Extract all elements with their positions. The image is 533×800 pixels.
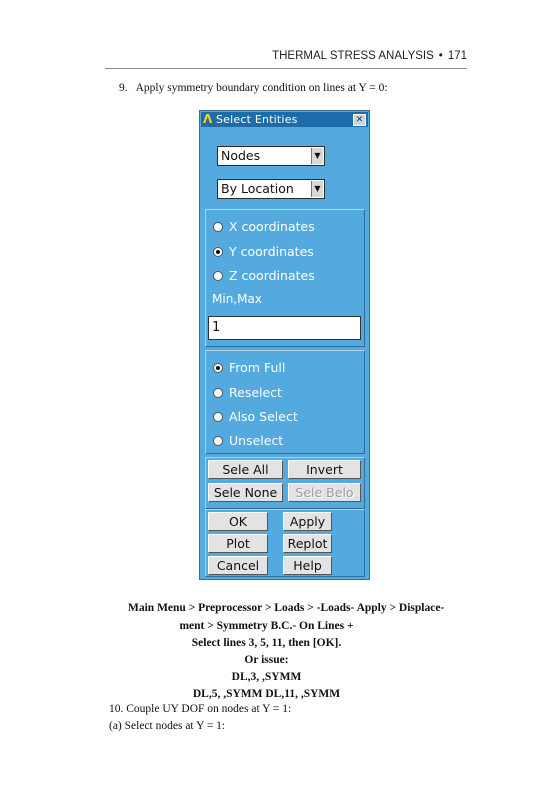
radio-label: Reselect xyxy=(229,385,282,400)
step-text: Apply symmetry boundary condition on lines at Y = 0: xyxy=(135,82,388,94)
running-title: THERMAL STRESS ANALYSIS xyxy=(272,50,434,62)
bullet-separator: • xyxy=(438,50,443,62)
ok-button[interactable]: OK xyxy=(208,512,268,531)
menu-path-line-2: ment > Symmetry B.C.- On Lines + xyxy=(179,620,354,632)
radio-label: Z coordinates xyxy=(229,268,315,283)
ansys-logo-icon: Λ xyxy=(203,112,213,126)
close-icon[interactable]: ✕ xyxy=(353,114,366,126)
step-number: 9. xyxy=(119,82,128,94)
replot-button[interactable]: Replot xyxy=(283,534,332,553)
radio-selected-icon xyxy=(213,247,223,257)
radio-label: From Full xyxy=(229,360,286,375)
sele-all-button[interactable]: Sele All xyxy=(208,460,283,479)
sele-belo-button: Sele Belo xyxy=(288,483,361,502)
radio-icon xyxy=(213,436,223,446)
cancel-button[interactable]: Cancel xyxy=(208,556,268,575)
header-rule xyxy=(105,68,467,69)
selection-mode-group xyxy=(205,350,365,454)
minmax-input[interactable]: 1 xyxy=(208,316,361,340)
radio-selected-icon xyxy=(213,363,223,373)
page-number: 171 xyxy=(447,50,467,62)
radio-also-select[interactable] xyxy=(213,410,298,424)
sele-none-button[interactable]: Sele None xyxy=(208,483,283,502)
action-buttons-group xyxy=(205,509,365,577)
radio-label: Unselect xyxy=(229,433,284,448)
radio-x-coordinates[interactable] xyxy=(213,220,315,234)
command-line-1: DL,3, ,SYMM xyxy=(231,671,302,683)
select-buttons-group xyxy=(205,457,365,509)
radio-reselect[interactable] xyxy=(213,386,282,400)
dialog-title: Select Entities xyxy=(216,113,298,126)
radio-z-coordinates[interactable] xyxy=(213,269,315,283)
select-lines-instruction: Select lines 3, 5, 11, then [OK]. xyxy=(191,637,342,649)
dialog-titlebar[interactable] xyxy=(201,112,368,127)
chevron-down-icon[interactable]: ▼ xyxy=(311,181,323,197)
step-9 xyxy=(119,82,388,94)
radio-icon xyxy=(213,388,223,398)
or-issue-label: Or issue: xyxy=(244,654,289,666)
coordinate-group xyxy=(205,209,365,347)
radio-icon xyxy=(213,222,223,232)
selection-method-value: By Location xyxy=(221,181,294,196)
radio-unselect[interactable] xyxy=(213,434,283,448)
entity-type-value: Nodes xyxy=(221,148,261,163)
selection-method-select[interactable] xyxy=(217,179,325,199)
entity-type-select[interactable] xyxy=(217,146,325,166)
radio-icon xyxy=(213,271,223,281)
step-10: 10. Couple UY DOF on nodes at Y = 1: xyxy=(109,703,292,715)
radio-label: X coordinates xyxy=(229,219,315,234)
radio-label: Also Select xyxy=(229,409,298,424)
radio-icon xyxy=(213,412,223,422)
select-entities-dialog xyxy=(199,110,370,580)
minmax-label: Min,Max xyxy=(212,292,262,306)
apply-button[interactable]: Apply xyxy=(283,512,332,531)
step-10a: (a) Select nodes at Y = 1: xyxy=(109,720,226,732)
running-head xyxy=(105,50,467,62)
radio-from-full[interactable] xyxy=(213,361,285,375)
menu-path-line-1: Main Menu > Preprocessor > Loads > -Loads- Apply > Displace- xyxy=(128,602,445,614)
help-button[interactable]: Help xyxy=(283,556,332,575)
invert-button[interactable]: Invert xyxy=(288,460,361,479)
radio-y-coordinates[interactable] xyxy=(213,245,314,259)
radio-label: Y coordinates xyxy=(229,244,314,259)
plot-button[interactable]: Plot xyxy=(208,534,268,553)
chevron-down-icon[interactable]: ▼ xyxy=(311,148,323,164)
command-line-2: DL,5, ,SYMM DL,11, ,SYMM xyxy=(192,688,341,700)
